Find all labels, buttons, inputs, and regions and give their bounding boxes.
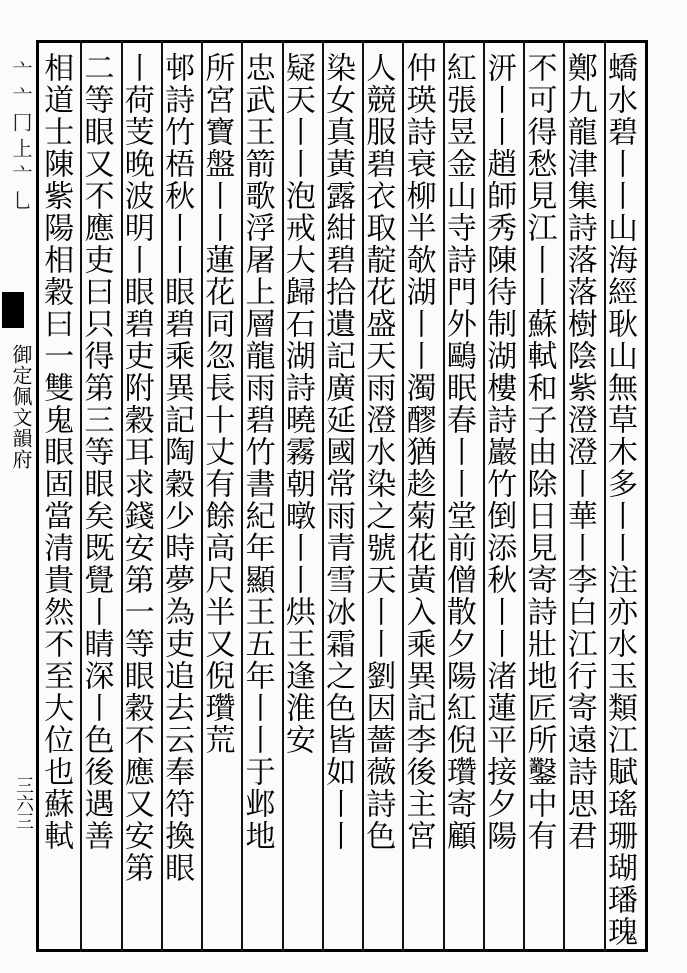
text-column: 人競服碧衣取靛花盛天雨澄水染之號天丨丨劉因薔薇詩色 (360, 52, 396, 852)
text-column: 忠武王箭歌浮屠上層龍雨碧竹書紀年顯王五年丨丨于邺地 (239, 52, 275, 852)
text-column: 仲瑛詩衰柳半欹湖丨丨濁醪猶趁菊花黃入乘異記李後主宮 (400, 52, 436, 852)
text-column: 二等眼又不應吏曰只得第三等眼矣既覺丨睛深丨色後遇善 (78, 52, 114, 852)
text-column: 邨詩竹梧秋丨丨眼碧乘異記陶穀少時夢為吏追去云奉符換眼 (159, 52, 195, 884)
text-column: 汧丨丨趙師秀陳待制湖樓詩巖竹倒添秋丨丨渚蓮平接夕陽 (481, 52, 517, 852)
text-column: 紅張昱金山寺詩門外鷗眠春丨丨堂前僧散夕陽紅倪瓚寄顧 (440, 52, 476, 852)
text-column: 不可得愁見江丨丨蘇軾和子由除日見寄詩壯地匠所鑿中有 (521, 52, 557, 852)
text-column: 蟜水碧丨丨山海經耿山無草木多丨丨注亦水玉類江賦瑤珊瑚璠瑰 (601, 52, 637, 948)
text-column: 丨荷芰晚波明丨眼碧吏附穀耳求錢安第一等眼穀不應又安第 (118, 52, 154, 884)
text-column: 相道士陳紫陽相穀曰一雙鬼眼固當清貴然不至大位也蘇軾 (38, 52, 74, 852)
text-column: 疑天丨丨泡戒大歸石湖詩曉霧朝暾丨丨烘王逢淮安 (279, 52, 315, 756)
text-column: 鄭九龍津集詩落落樹陰紫澄澄丨華丨李白江行寄遠詩思君 (561, 52, 597, 852)
margin-top-glyphs: 亠亠冂上亠乚 (9, 60, 33, 216)
page-number: 三六三 (13, 776, 34, 830)
margin-tab-marker (2, 292, 24, 328)
text-column: 所宮寶盤丨丨蓮花同忽長十丈有餘高尺半又倪瓚荒 (199, 52, 235, 756)
text-column: 染女真黃露紺碧拾遺記廣延國常雨青雪冰霜之色皆如丨丨 (320, 52, 356, 852)
book-title: 御定佩文韻府 (9, 344, 33, 470)
